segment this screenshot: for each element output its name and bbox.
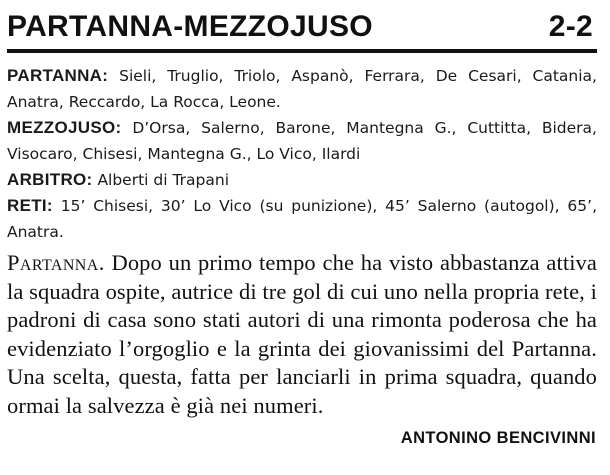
header-divider xyxy=(7,49,597,53)
article-byline: ANTONINO BENCIVINNI xyxy=(400,429,596,447)
referee-name: Alberti di Trapani xyxy=(97,171,230,189)
match-info xyxy=(7,63,597,245)
match-report xyxy=(7,8,597,420)
home-lineup xyxy=(7,63,597,115)
article-body xyxy=(7,249,597,420)
match-title: PARTANNA-MEZZOJUSO xyxy=(7,10,373,43)
referee-line xyxy=(7,167,597,193)
match-score: 2-2 xyxy=(548,10,593,43)
away-lineup xyxy=(7,115,597,167)
away-team-players: D’Orsa, Salerno, Barone, Mantegna G., Cuttitta, Bidera, Visocaro, Chisesi, Mantegna G., Lo Vico, Ilardi xyxy=(7,119,597,163)
home-team-label: PARTANNA: xyxy=(7,66,109,85)
home-team-players: Sieli, Truglio, Triolo, Aspanò, Ferrara, De Cesari, Catania, Anatra, Reccardo, La Rocca, Leone. xyxy=(7,67,597,111)
referee-label: ARBITRO: xyxy=(7,170,93,189)
article-text: Dopo un primo tempo che ha visto abbastanza attiva la squadra ospite, autrice di tre gol di cui uno nella propria rete, i padroni di casa sono stati autori di una rimonta poderosa che ha evidenziato l’orgoglio e la grinta dei giovanissimi del Partanna. Una scelta, questa, fatta per lanciarli in prima squadra, quando ormai la salvezza è già nei numeri. xyxy=(7,250,597,418)
goals-label: RETI: xyxy=(7,196,53,215)
article-dateline: Partanna. xyxy=(7,250,105,275)
goals-text: 15’ Chisesi, 30’ Lo Vico (su punizione), 45’ Salerno (autogol), 65’, Anatra. xyxy=(7,197,597,241)
away-team-label: MEZZOJUSO: xyxy=(7,118,122,137)
goals-line xyxy=(7,193,597,245)
match-header xyxy=(7,8,597,48)
